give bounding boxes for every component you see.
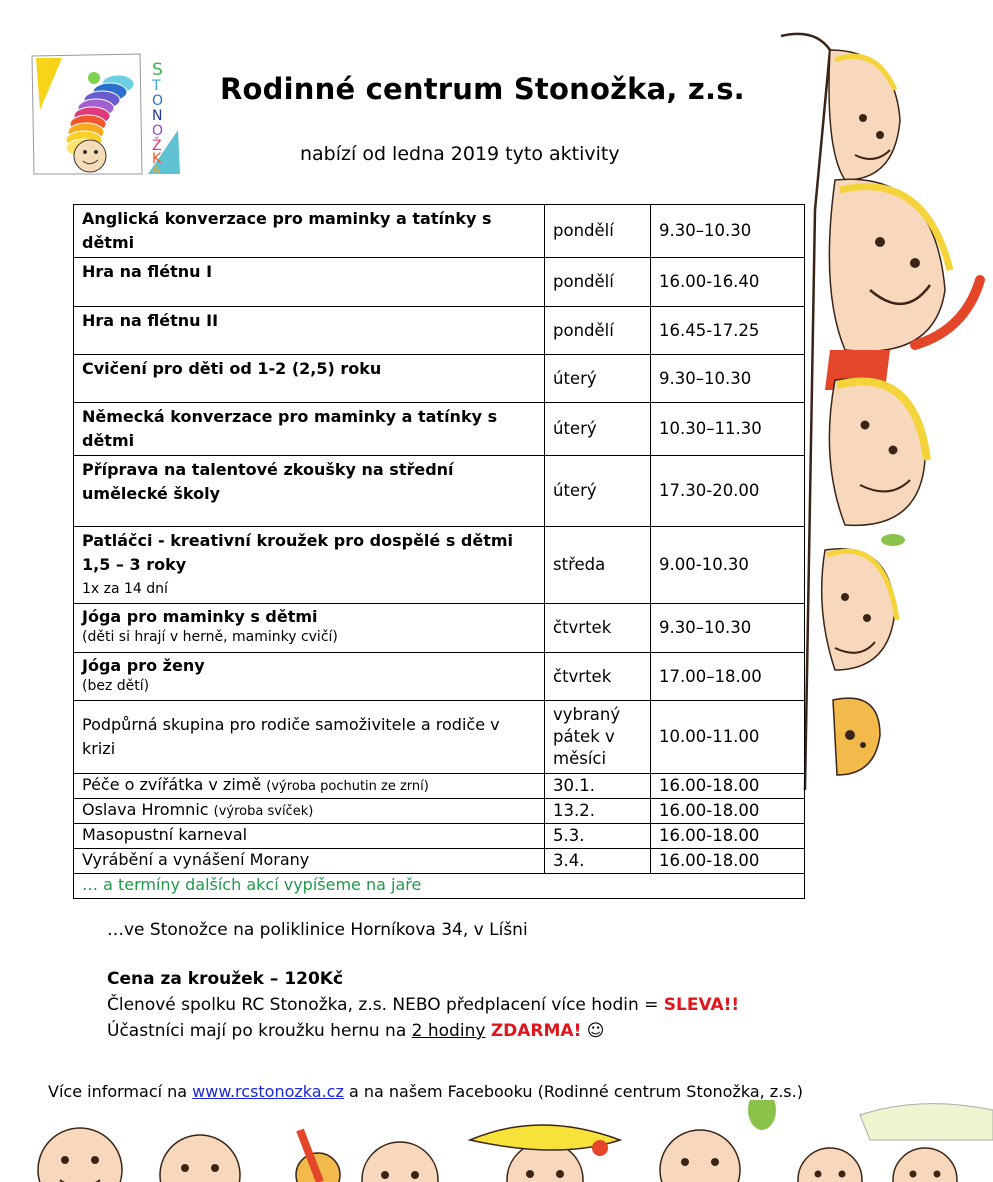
- discount-text: Členové spolku RC Stonožka, z.s. NEBO předplacení více hodin =: [107, 995, 664, 1015]
- footer-suffix: a na našem Facebooku (Rodinné centrum Stonožka, z.s.): [343, 1082, 803, 1101]
- activity-title: Vyrábění a vynášení Morany: [82, 850, 310, 869]
- activity-day: pondělí: [545, 258, 651, 307]
- table-row: [74, 653, 805, 701]
- smiley-icon: ☺: [586, 1021, 605, 1041]
- activity-title: Cvičení pro děti od 1-2 (2,5) roku: [82, 359, 382, 378]
- activity-note: (výroba svíček): [213, 804, 314, 819]
- free-badge: ZDARMA!: [490, 1021, 582, 1041]
- activity-time: 9.30–10.30: [651, 604, 805, 653]
- activity-day: úterý: [545, 355, 651, 403]
- activity-title: Oslava Hromnic: [82, 800, 209, 819]
- activity-name: [74, 774, 545, 799]
- svg-text:O: O: [152, 93, 164, 109]
- activity-day: 3.4.: [545, 849, 651, 874]
- kids-row-illustration: [0, 1100, 993, 1182]
- table-row: [74, 527, 805, 604]
- svg-text:T: T: [152, 78, 161, 94]
- discount-badge: SLEVA!!: [663, 995, 740, 1015]
- svg-text:Ž: Ž: [152, 138, 162, 154]
- activity-name: [74, 653, 545, 701]
- svg-text:K: K: [152, 151, 162, 167]
- activity-title: Péče o zvířátka v zimě: [82, 775, 262, 794]
- activity-time: 9.30–10.30: [651, 205, 805, 258]
- activity-name: [74, 527, 545, 604]
- location-text: …ve Stonožce na poliklinice Horníkova 34, v Líšni: [107, 920, 528, 940]
- activity-time: 10.00-11.00: [651, 701, 805, 774]
- peeking-kids-illustration: [775, 30, 993, 790]
- activity-note: 1x za 14 dní: [82, 581, 168, 597]
- svg-text:N: N: [152, 108, 163, 124]
- page-subtitle: nabízí od ledna 2019 tyto aktivity: [300, 143, 620, 165]
- price-heading: Cena za kroužek – 120Kč: [107, 969, 344, 989]
- activity-title: Hra na flétnu I: [82, 262, 213, 281]
- activity-time: 10.30–11.30: [651, 403, 805, 456]
- free-prefix: Účastníci mají po kroužku hernu na: [107, 1021, 412, 1041]
- activity-title: Podpůrná skupina pro rodiče samoživitele a rodiče v krizi: [82, 715, 500, 758]
- activity-time: 16.00-18.00: [651, 774, 805, 799]
- svg-text:S: S: [152, 60, 163, 80]
- activity-day: čtvrtek: [545, 604, 651, 653]
- activity-day: středa: [545, 527, 651, 604]
- table-row: [74, 604, 805, 653]
- footer-prefix: Více informací na: [48, 1082, 193, 1101]
- discount-line: [107, 992, 739, 1018]
- activity-name: [74, 799, 545, 824]
- activity-time: 16.00-18.00: [651, 824, 805, 849]
- table-row: [74, 258, 805, 307]
- free-hours: 2 hodiny: [411, 1021, 486, 1041]
- free-playroom-line: [107, 1018, 739, 1044]
- activities-table: [73, 204, 805, 899]
- activity-day: úterý: [545, 403, 651, 456]
- activity-title: Patláčci - kreativní kroužek pro dospělé s dětmi 1,5 – 3 roky: [82, 531, 514, 574]
- svg-text:O: O: [152, 123, 164, 139]
- activity-note: (děti si hrají v herně, maminky cvičí): [82, 629, 338, 645]
- table-row: [74, 774, 805, 799]
- activity-time: 17.00–18.00: [651, 653, 805, 701]
- svg-text:A: A: [152, 163, 161, 177]
- activity-title: Příprava na talentové zkoušky na střední umělecké školy: [82, 460, 454, 503]
- activity-name: [74, 824, 545, 849]
- activity-time: 9.00-10.30: [651, 527, 805, 604]
- activity-name: [74, 205, 545, 258]
- table-row: [74, 307, 805, 355]
- table-row: [74, 701, 805, 774]
- activity-day: úterý: [545, 456, 651, 527]
- activity-title: Jóga pro ženy: [82, 656, 205, 675]
- activity-title: Anglická konverzace pro maminky a tatínky s dětmi: [82, 209, 492, 252]
- activity-name: [74, 355, 545, 403]
- table-row: [74, 874, 805, 899]
- page-title: Rodinné centrum Stonožka, z.s.: [220, 72, 745, 106]
- activity-name: [74, 307, 545, 355]
- activity-time: 16.00-18.00: [651, 849, 805, 874]
- activity-day: pondělí: [545, 307, 651, 355]
- activity-time: 16.00-18.00: [651, 799, 805, 824]
- activity-title: Hra na flétnu II: [82, 311, 219, 330]
- stonozka-logo: [30, 50, 180, 178]
- activity-name: [74, 258, 545, 307]
- activity-title: Německá konverzace pro maminky a tatínky s dětmi: [82, 407, 498, 450]
- activity-time: 16.45-17.25: [651, 307, 805, 355]
- activity-day: 30.1.: [545, 774, 651, 799]
- activity-time: 16.00-16.40: [651, 258, 805, 307]
- table-row: [74, 205, 805, 258]
- activity-note: (bez dětí): [82, 678, 150, 694]
- activity-time: 17.30-20.00: [651, 456, 805, 527]
- table-row: [74, 849, 805, 874]
- activity-day: čtvrtek: [545, 653, 651, 701]
- activity-name: [74, 849, 545, 874]
- activity-name: [74, 701, 545, 774]
- activity-name: [74, 604, 545, 653]
- table-row: [74, 355, 805, 403]
- table-row: [74, 824, 805, 849]
- table-row: [74, 403, 805, 456]
- activity-day: pondělí: [545, 205, 651, 258]
- table-row: [74, 456, 805, 527]
- activity-title: Masopustní karneval: [82, 825, 248, 844]
- pricing-block: [107, 966, 739, 1044]
- activity-time: 9.30–10.30: [651, 355, 805, 403]
- footer-info: [48, 1082, 803, 1101]
- activity-title: Jóga pro maminky s dětmi: [82, 607, 318, 626]
- activity-day: vybraný pátek v měsíci: [545, 701, 651, 774]
- more-events-note: … a termíny dalších akcí vypíšeme na jaře: [74, 874, 805, 899]
- activity-name: [74, 403, 545, 456]
- activity-day: 5.3.: [545, 824, 651, 849]
- activity-day: 13.2.: [545, 799, 651, 824]
- table-row: [74, 799, 805, 824]
- website-link[interactable]: www.rcstonozka.cz: [192, 1082, 344, 1101]
- activity-name: [74, 456, 545, 527]
- activity-note: (výroba pochutin ze zrní): [266, 779, 429, 794]
